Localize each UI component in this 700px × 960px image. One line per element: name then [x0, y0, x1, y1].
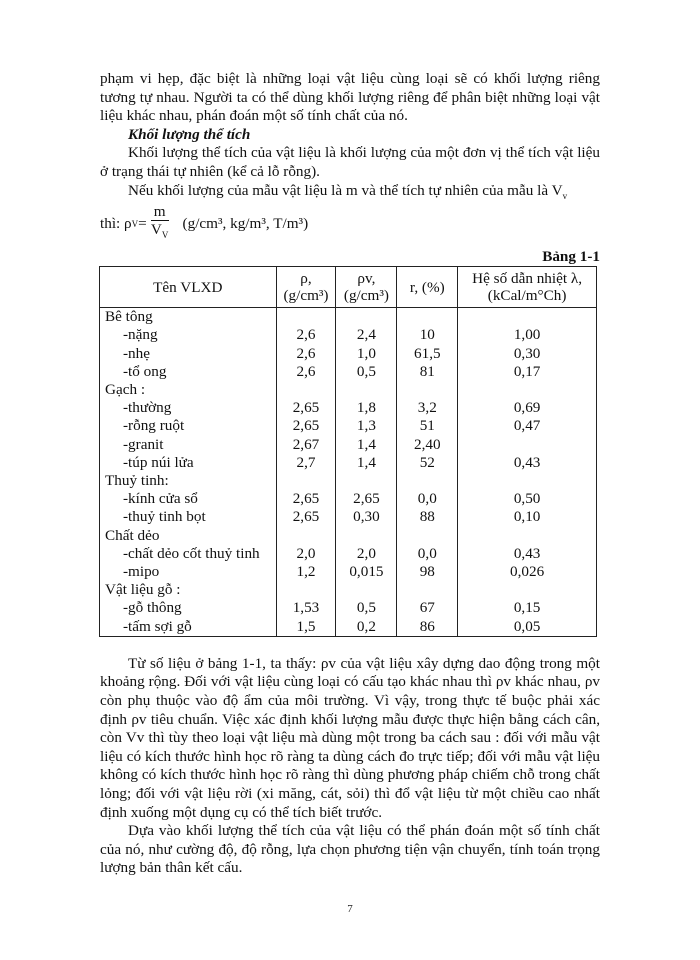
cell-rhov: 1,4: [336, 436, 397, 454]
cell-name: -tổ ong: [100, 363, 277, 381]
cell-rho: 2,6: [276, 326, 336, 344]
table-row: [100, 545, 597, 563]
cell-rho: [276, 472, 336, 490]
denominator-sub: V: [161, 230, 169, 241]
cell-lambda: 0,43: [458, 454, 597, 472]
cell-name: Chất dẻo: [100, 527, 277, 545]
cell-rho: 2,65: [276, 417, 336, 435]
cell-name: -nhẹ: [100, 345, 277, 363]
cell-name: -rỗng ruột: [100, 417, 277, 435]
header-rhov-unit: (g/cm³): [343, 287, 389, 305]
definition-paragraph: Khối lượng thể tích của vật liệu là khối lượng của một đơn vị thể tích vật liệu ở trạng thái tự nhiên (kể cả lỗ rỗng).: [100, 144, 600, 180]
header-lambda: [458, 267, 597, 308]
table-row: [100, 490, 597, 508]
cell-lambda: 0,026: [458, 563, 597, 581]
cell-r: [397, 527, 458, 545]
table-body: [100, 308, 597, 637]
cell-rho: 2,65: [276, 508, 336, 526]
cell-lambda: 0,30: [458, 345, 597, 363]
condition-paragraph: [100, 182, 600, 206]
page-number: 7: [347, 903, 353, 915]
formula-units: (g/cm³, kg/m³, T/m³): [182, 214, 309, 232]
materials-table: [99, 266, 597, 637]
cell-lambda: 0,47: [458, 417, 597, 435]
cell-name: -túp núi lửa: [100, 454, 277, 472]
density-formula: [100, 205, 600, 243]
formula-prefix: thì: ρ: [100, 214, 132, 232]
cell-r: 52: [397, 454, 458, 472]
cell-name: -chất dẻo cốt thuỷ tinh: [100, 545, 277, 563]
table-caption: Bảng 1-1: [542, 248, 600, 266]
cell-rho: 2,6: [276, 363, 336, 381]
intro-paragraph: phạm vi hẹp, đặc biệt là những loại vật liệu cùng loại sẽ có khối lượng riêng tương tự nhau. Người ta có thể dùng khối lượng riêng để phân biệt những loại vật liệu khác nhau, phán đoán một số tính chất của nó.: [100, 70, 600, 125]
cell-name: -gỗ thông: [100, 599, 277, 617]
denominator-text: V: [150, 221, 162, 239]
table-row: [100, 454, 597, 472]
cell-rho: 1,2: [276, 563, 336, 581]
cell-lambda: 0,17: [458, 363, 597, 381]
header-name: Tên VLXD: [100, 267, 277, 308]
cell-lambda: 0,43: [458, 545, 597, 563]
cell-rho: 2,6: [276, 345, 336, 363]
cell-r: 81: [397, 363, 458, 381]
cell-name: -thường: [100, 399, 277, 417]
header-r: r, (%): [397, 267, 458, 308]
cell-rho: 2,65: [276, 490, 336, 508]
analysis-paragraph: Từ số liệu ở bảng 1-1, ta thấy: ρv của vật liệu xây dựng dao động trong một khoảng rộng. Đối với vật liệu cùng loại có cấu tạo khác nhau thì ρv khác nhau, ρv còn phụ thuộc vào độ ẩm của môi trường. Vì vậy, trong thực tế buộc phải xác định ρv tiêu chuẩn. Việc xác định khối lượng mẫu được thực hiện bằng cách cân, còn Vv thì tùy theo loại vật liệu mà dùng một trong ba cách sau : đối với mẫu vật liệu có kích thước hình học rõ ràng ta dùng cách đo trực tiếp; đối với mẫu vật liệu không có kích thước hình học rõ ràng thì dùng phương pháp chiếm chỗ trong chất lỏng; đối với vật liệu rời (xi măng, cát, sỏi) thì đổ vật liệu từ một chiều cao nhất định xuống một dụng cụ có thể tích biết trước.: [100, 654, 600, 821]
cell-r: 2,40: [397, 436, 458, 454]
cell-rhov: 0,5: [336, 599, 397, 617]
cell-r: 67: [397, 599, 458, 617]
table-row: [100, 563, 597, 581]
header-rho: [276, 267, 336, 308]
cell-name: Thuỷ tinh:: [100, 472, 277, 490]
table-row: [100, 308, 597, 327]
table-row: [100, 326, 597, 344]
cell-rhov: 0,5: [336, 363, 397, 381]
table-row: [100, 599, 597, 617]
cell-rhov: 1,8: [336, 399, 397, 417]
table-row: [100, 508, 597, 526]
cell-r: 86: [397, 618, 458, 637]
cell-rho: [276, 527, 336, 545]
cell-name: -mipo: [100, 563, 277, 581]
formula-equals: =: [138, 214, 147, 232]
cell-rhov: 0,30: [336, 508, 397, 526]
conclusion-paragraph: Dựa vào khối lượng thể tích của vật liệu có thể phán đoán một số tính chất của nó, như cường độ, độ rỗng, lựa chọn phương tiện vận chuyển, tính toán trọng lượng bản thân kết cấu.: [100, 822, 600, 877]
cell-r: 3,2: [397, 399, 458, 417]
table-row: [100, 381, 597, 399]
cell-rhov: [336, 308, 397, 327]
cell-rho: 2,65: [276, 399, 336, 417]
cell-name: -nặng: [100, 326, 277, 344]
document-page: [100, 70, 600, 878]
cell-rhov: 2,4: [336, 326, 397, 344]
cell-r: [397, 472, 458, 490]
header-rhov-symbol: ρv,: [357, 270, 376, 288]
cell-rhov: 1,4: [336, 454, 397, 472]
cell-name: Gạch :: [100, 381, 277, 399]
table-row: [100, 618, 597, 637]
formula-numerator: m: [151, 204, 169, 221]
cell-lambda: 0,15: [458, 599, 597, 617]
cell-lambda: 0,05: [458, 618, 597, 637]
cell-r: [397, 308, 458, 327]
cell-rhov: 2,0: [336, 545, 397, 563]
table-row: [100, 527, 597, 545]
cell-rho: 1,53: [276, 599, 336, 617]
formula-denominator: [151, 221, 168, 244]
cell-lambda: [458, 527, 597, 545]
cell-rho: 2,0: [276, 545, 336, 563]
cell-r: 51: [397, 417, 458, 435]
cell-rhov: 1,0: [336, 345, 397, 363]
cell-rho: 1,5: [276, 618, 336, 637]
cell-r: 88: [397, 508, 458, 526]
cell-rhov: [336, 381, 397, 399]
cell-rhov: 0,015: [336, 563, 397, 581]
table-row: [100, 399, 597, 417]
table-row: [100, 436, 597, 454]
cell-lambda: [458, 308, 597, 327]
cell-name: Vật liệu gỗ :: [100, 581, 277, 599]
header-lambda-title: Hệ số dẫn nhiệt λ,: [472, 270, 583, 288]
cell-lambda: 1,00: [458, 326, 597, 344]
cell-r: [397, 381, 458, 399]
table-row: [100, 345, 597, 363]
cell-rhov: 0,2: [336, 618, 397, 637]
cell-lambda: 0,10: [458, 508, 597, 526]
cell-lambda: 0,69: [458, 399, 597, 417]
header-rho-symbol: ρ,: [300, 270, 312, 288]
cell-name: -thuỷ tinh bọt: [100, 508, 277, 526]
cell-r: 61,5: [397, 345, 458, 363]
cell-r: 0,0: [397, 545, 458, 563]
cell-rhov: 2,65: [336, 490, 397, 508]
cell-r: 98: [397, 563, 458, 581]
cell-lambda: 0,50: [458, 490, 597, 508]
condition-text: Nếu khối lượng của mẫu vật liệu là m và thể tích tự nhiên của mẫu là V: [128, 181, 563, 199]
cell-rhov: [336, 527, 397, 545]
header-lambda-unit: (kCal/m°Ch): [487, 287, 567, 305]
cell-name: -granit: [100, 436, 277, 454]
table-row: [100, 581, 597, 599]
table-row: [100, 417, 597, 435]
cell-name: -tấm sợi gỗ: [100, 618, 277, 637]
cell-r: [397, 581, 458, 599]
cell-rho: [276, 308, 336, 327]
cell-name: -kính cửa sổ: [100, 490, 277, 508]
section-heading: Khối lượng thể tích: [128, 125, 251, 143]
formula-lhs-sub: V: [131, 218, 139, 229]
cell-lambda: [458, 472, 597, 490]
condition-subscript: v: [562, 190, 568, 201]
header-rhov: [336, 267, 397, 308]
cell-rhov: 1,3: [336, 417, 397, 435]
table-row: [100, 472, 597, 490]
cell-rhov: [336, 581, 397, 599]
cell-lambda: [458, 436, 597, 454]
cell-rho: 2,7: [276, 454, 336, 472]
cell-rho: [276, 581, 336, 599]
cell-r: 10: [397, 326, 458, 344]
cell-r: 0,0: [397, 490, 458, 508]
formula-fraction: [151, 204, 169, 244]
cell-rhov: [336, 472, 397, 490]
cell-rho: [276, 381, 336, 399]
cell-lambda: [458, 581, 597, 599]
cell-lambda: [458, 381, 597, 399]
table-row: [100, 363, 597, 381]
cell-rho: 2,67: [276, 436, 336, 454]
table-header-row: [100, 267, 597, 308]
cell-name: Bê tông: [100, 308, 277, 327]
header-rho-unit: (g/cm³): [283, 287, 329, 305]
